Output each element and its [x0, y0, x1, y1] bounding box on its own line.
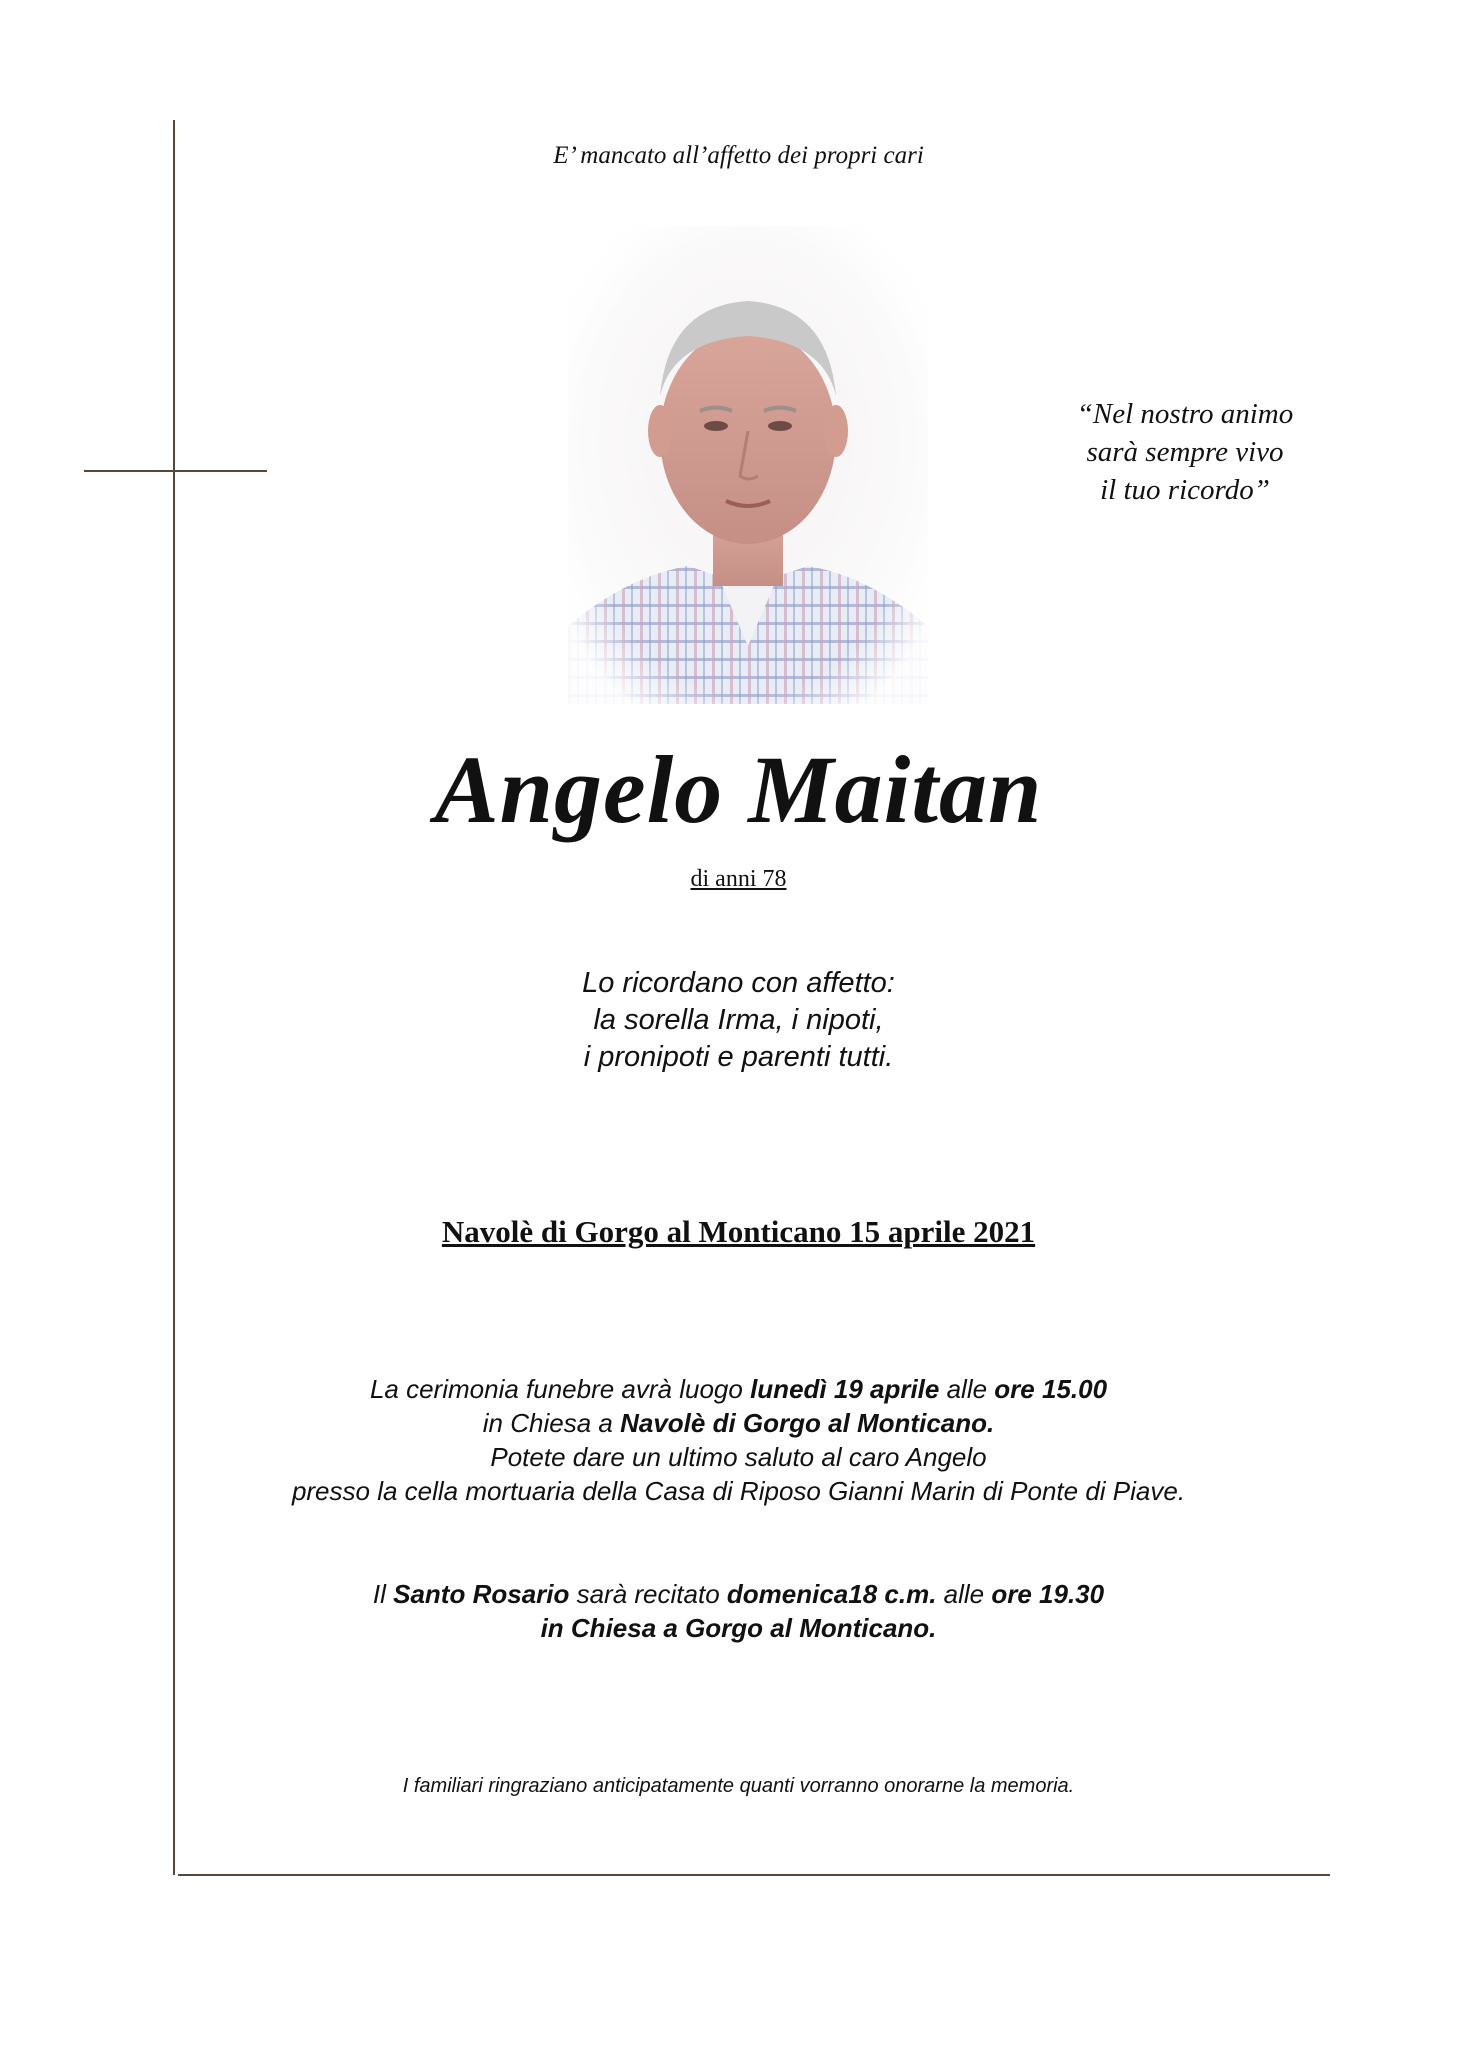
bottom-rule: [178, 1874, 1330, 1876]
text: alle: [936, 1579, 992, 1609]
rosary-block: [0, 1577, 1477, 1645]
place-date: Navolè di Gorgo al Monticano 15 aprile 2021: [441, 1214, 1036, 1249]
mourners-block: [0, 965, 1477, 1076]
text: sarà recitato: [569, 1579, 727, 1609]
text-bold: in Chiesa a Gorgo al Monticano.: [540, 1613, 937, 1643]
text: La cerimonia funebre avrà luogo: [369, 1374, 751, 1404]
text-bold: lunedì 19 aprile: [750, 1374, 940, 1404]
thanks-text: I familiari ringraziano anticipatamente quanti vorranno onorarne la memoria.: [402, 1775, 1075, 1797]
quote-line: il tuo ricordo”: [1100, 474, 1270, 506]
quote-line: sarà sempre vivo: [1086, 436, 1284, 468]
mourners-line: la sorella Irma, i nipoti,: [593, 1004, 884, 1036]
ceremony-line: presso la cella mortuaria della Casa di Riposo Gianni Marin di Ponte di Piave.: [291, 1476, 1186, 1506]
text-bold: Santo Rosario: [393, 1579, 570, 1609]
ceremony-block: [0, 1372, 1477, 1508]
text-bold: domenica18 c.m.: [726, 1579, 937, 1609]
text: alle: [939, 1374, 995, 1404]
text: Il: [372, 1579, 394, 1609]
ceremony-line: [0, 1372, 1477, 1406]
text-bold: Navolè di Gorgo al Monticano.: [620, 1408, 995, 1438]
text: in Chiesa a: [482, 1408, 621, 1438]
ceremony-line: Potete dare un ultimo saluto al caro Angelo: [490, 1442, 987, 1472]
portrait-photo: [568, 226, 928, 704]
rosary-line: [0, 1611, 1477, 1645]
mourners-line: i pronipoti e parenti tutti.: [583, 1041, 894, 1073]
epitaph-quote: [1020, 395, 1350, 509]
text-bold: ore 15.00: [994, 1374, 1108, 1404]
rosary-line: [0, 1577, 1477, 1611]
mourners-line: Lo ricordano con affetto:: [582, 967, 895, 999]
text-bold: ore 19.30: [991, 1579, 1105, 1609]
deceased-name: Angelo Maitan: [434, 736, 1043, 843]
cross-horizontal-line: [84, 470, 267, 472]
intro-text: E’ mancato all’affetto dei propri cari: [553, 142, 924, 169]
ceremony-line: [0, 1406, 1477, 1440]
quote-line: “Nel nostro animo: [1076, 398, 1294, 430]
age-text: di anni 78: [690, 866, 787, 892]
